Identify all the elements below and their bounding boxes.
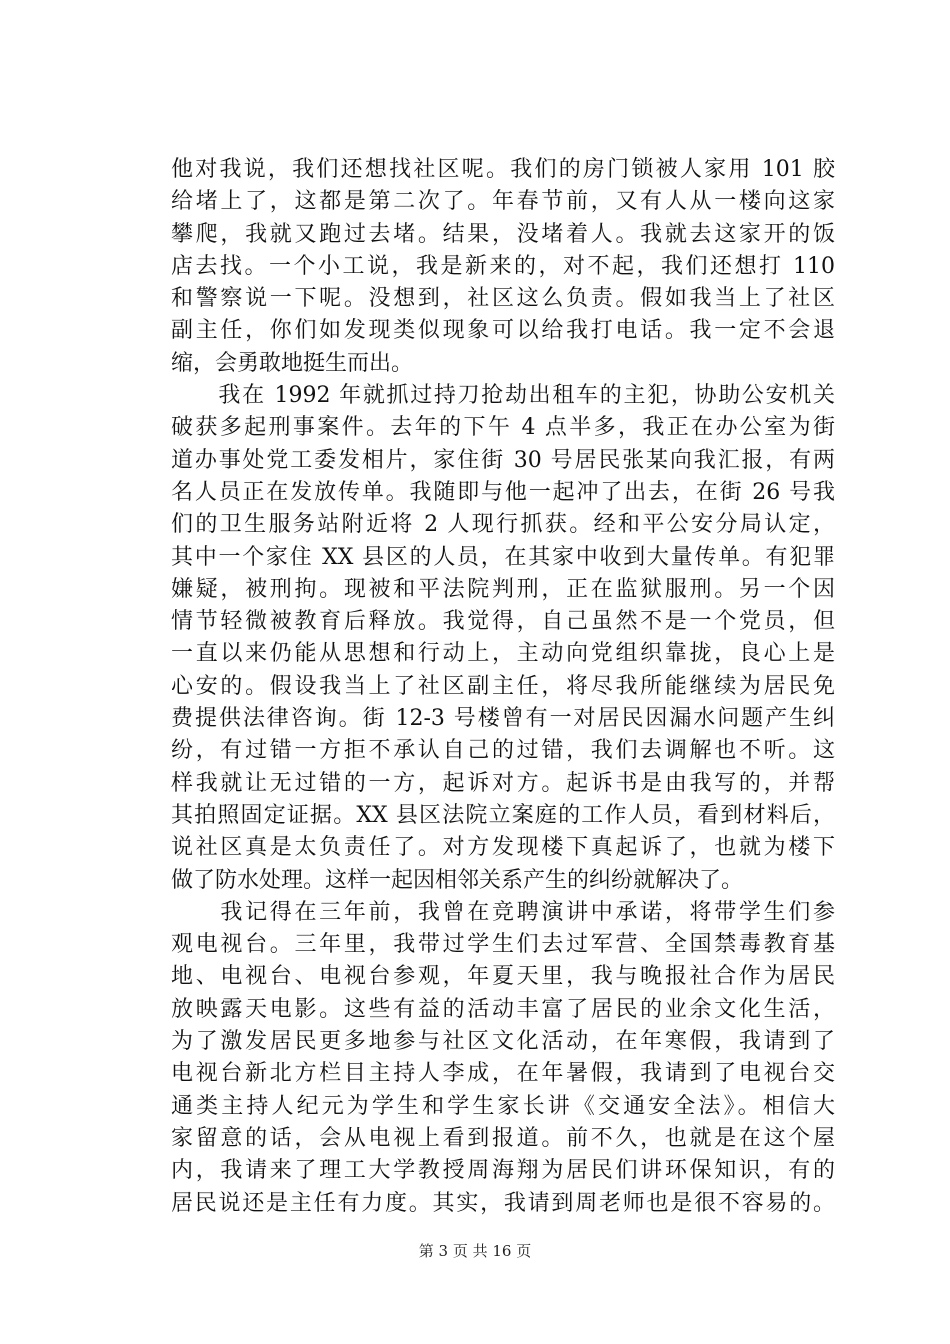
text-line: 其中一个家住 XX 县区的人员，在其家中收到大量传单。有犯罪 [171, 544, 835, 570]
text-line: 内，我请来了理工大学教授周海翔为居民们讲环保知识，有的 [171, 1158, 835, 1184]
text-line: 一直以来仍能从思想和行动上，主动向党组织靠拢，良心上是 [171, 641, 835, 667]
text-line: 样我就让无过错的一方，起诉对方。起诉书是由我写的，并帮 [171, 770, 835, 796]
text-line: 店去找。一个小工说，我是新来的，对不起，我们还想打 110 [171, 253, 835, 279]
text-line: 做了防水处理。这样一起因相邻关系产生的纠纷就解决了。 [171, 867, 744, 893]
text-line: 和警察说一下呢。没想到，社区这么负责。假如我当上了社区 [171, 286, 835, 312]
text-line: 情节轻微被教育后释放。我觉得，自己虽然不是一个党员，但 [171, 609, 835, 635]
text-line: 电视台新北方栏目主持人李成，在年暑假，我请到了电视台交 [171, 1061, 835, 1087]
text-line: 放映露天电影。这些有益的活动丰富了居民的业余文化生活， [171, 996, 835, 1022]
body-text [171, 154, 835, 1220]
text-line: 费提供法律咨询。街 12-3 号楼曾有一对居民因漏水问题产生纠 [171, 706, 835, 732]
text-line: 副主任，你们如发现类似现象可以给我打电话。我一定不会退 [171, 318, 835, 344]
text-line: 名人员正在发放传单。我随即与他一起冲了出去，在街 26 号我 [171, 479, 835, 505]
text-line: 们的卫生服务站附近将 2 人现行抓获。经和平公安分局认定， [171, 512, 835, 538]
text-line: 他对我说，我们还想找社区呢。我们的房门锁被人家用 101 胶 [171, 157, 835, 182]
text-line: 说社区真是太负责任了。对方发现楼下真起诉了，也就为楼下 [171, 835, 835, 861]
page-footer: 第 3 页 共 16 页 [418, 1242, 532, 1260]
text-line: 破获多起刑事案件。去年的下午 4 点半多，我正在办公室为街 [171, 415, 835, 441]
text-line: 为了激发居民更多地参与社区文化活动，在年寒假，我请到了 [171, 1029, 835, 1055]
text-line: 我在 1992 年就抓过持刀抢劫出租车的主犯，协助公安机关 [171, 383, 835, 409]
text-line: 道办事处党工委发相片，家住街 30 号居民张某向我汇报，有两 [171, 447, 835, 473]
text-line: 其拍照固定证据。XX 县区法院立案庭的工作人员，看到材料后， [171, 802, 835, 828]
text-line: 家留意的话，会从电视上看到报道。前不久，也就是在这个屋 [171, 1125, 835, 1151]
text-line: 通类主持人纪元为学生和学生家长讲《交通安全法》。相信大 [171, 1093, 835, 1119]
text-line: 我记得在三年前，我曾在竞聘演讲中承诺，将带学生们参 [171, 899, 835, 925]
text-line: 嫌疑，被刑拘。现被和平法院判刑，正在监狱服刑。另一个因 [171, 576, 835, 602]
text-line: 给堵上了，这都是第二次了。年春节前，又有人从一楼向这家 [171, 189, 835, 215]
text-line: 纷，有过错一方拒不承认自己的过错，我们去调解也不听。这 [171, 738, 835, 764]
text-line: 攀爬，我就又跑过去堵。结果，没堵着人。我就去这家开的饭 [171, 221, 835, 247]
text-line: 居民说还是主任有力度。其实，我请到周老师也是很不容易的。 [171, 1190, 835, 1216]
text-line: 缩，会勇敢地挺生而出。 [171, 350, 414, 376]
text-line: 心安的。假设我当上了社区副主任，将尽我所能继续为居民免 [171, 673, 835, 699]
text-line: 观电视台。三年里，我带过学生们去过军营、全国禁毒教育基 [171, 932, 835, 958]
text-line: 地、电视台、电视台参观，年夏天里，我与晚报社合作为居民 [171, 964, 835, 990]
